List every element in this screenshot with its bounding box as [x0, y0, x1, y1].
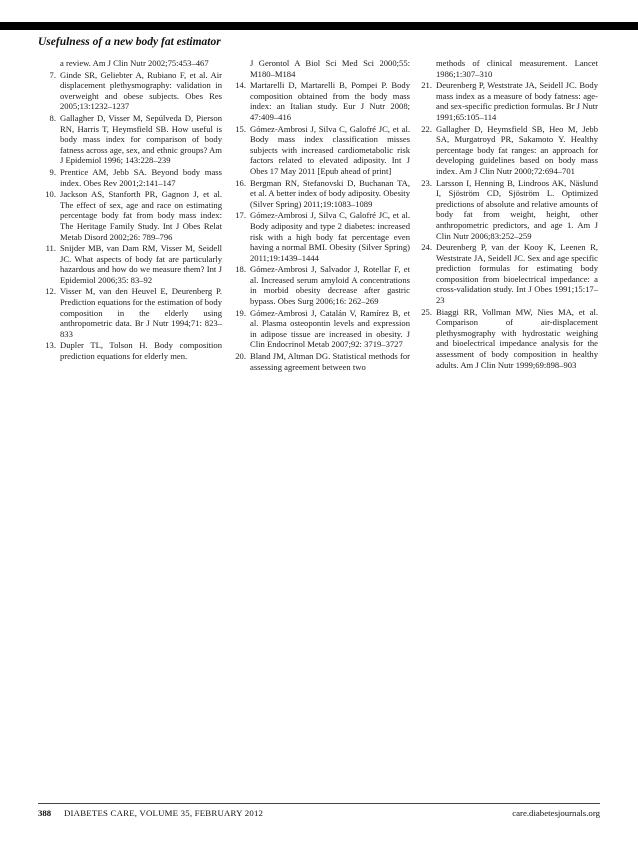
reference-number: 25.: [421, 306, 432, 317]
reference-number: 9.: [49, 166, 56, 177]
reference-number: 24.: [421, 242, 432, 253]
reference-entry: [416, 307, 598, 371]
reference-number: 23.: [421, 177, 432, 188]
reference-text: Biaggi RR, Vollman MW, Nies MA, et al. Comparison of air-displacement plethysmography with hydrostatic weighing and bioelectrical impedance analysis for the assessment of body composition in healthy adults. Am J Clin Nutr 1999;69:898–903: [436, 306, 598, 370]
reference-number: 19.: [235, 307, 246, 318]
reference-text: Gómez-Ambrosi J, Salvador J, Rotellar F, et al. Increased serum amyloid A concentrations in morbid obesity decrease after gastric bypass. Obes Surg 2006;16: 262–269: [250, 264, 410, 307]
reference-number: 7.: [49, 69, 56, 80]
reference-entry: [230, 124, 410, 177]
reference-text: Deurenberg P, Weststrate JA, Seidell JC. Body mass index as a measure of body fatness: age- and sex-specific prediction formulas. Br J Nutr 1991;65:105–114: [436, 80, 598, 122]
reference-entry: [416, 58, 598, 79]
journal-line: DIABETES CARE, VOLUME 35, FEBRUARY 2012: [64, 808, 264, 818]
reference-number: 14.: [235, 80, 246, 91]
reference-entry: [40, 189, 222, 242]
reference-entry: [230, 308, 410, 350]
reference-column-2: [230, 58, 410, 373]
reference-text: Gómez-Ambrosi J, Silva C, Galofré JC, et al. Body mass index classification misses subjects with increased cardiometabolic risk factors related to elevated adiposity. Int J Obes 17 May 2011 [Epub ahead of print]: [250, 123, 410, 176]
journal-website: care.diabetesjournals.org: [512, 808, 600, 818]
reference-text: Gómez-Ambrosi J, Catalán V, Ramírez B, et al. Plasma osteopontin levels and expression in adipose tissue are increased in obesity. J Clin Endocrinol Metab 2007;92: 3719–3727: [250, 307, 410, 350]
reference-text: Martarelli D, Martarelli B, Pompei P. Body composition obtained from the body mass index: an Italian study. Eur J Nutr 2008; 47:409–416: [250, 80, 410, 122]
reference-entry: [416, 242, 598, 306]
reference-entry: [230, 264, 410, 306]
reference-column-3: [416, 58, 598, 371]
reference-number: 12.: [45, 286, 56, 297]
reference-number: 13.: [45, 340, 56, 351]
reference-text: J Gerontol A Biol Sci Med Sci 2000;55: M180–M184: [250, 58, 410, 79]
reference-entry: [40, 58, 222, 69]
reference-number: 8.: [49, 112, 56, 123]
reference-entry: [230, 58, 410, 79]
running-title: Usefulness of a new body fat estimator: [38, 36, 221, 48]
reference-entry: [40, 70, 222, 112]
reference-text: Prentice AM, Jebb SA. Beyond body mass index. Obes Rev 2001;2:141–147: [60, 166, 222, 188]
reference-number: 17.: [235, 210, 246, 221]
reference-text: Gómez-Ambrosi J, Silva C, Galofré JC, et al. Body adiposity and type 2 diabetes: increased risk with a high body fat percentage even having a normal BMI. Obesity (Silver Spring) 2011;19:1439–1444: [250, 210, 410, 263]
reference-text: Larsson I, Henning B, Lindroos AK, Näslund I, Sjöström CD, Sjöström L. Optimized predictions of absolute and relative amounts of body fat from weight, height, other anthropometric predictors, and age 1. Am J Clin Nutr 2006;83:252–259: [436, 177, 598, 241]
reference-entry: [40, 340, 222, 361]
reference-entry: [416, 80, 598, 122]
reference-entry: [40, 243, 222, 285]
reference-entry: [40, 113, 222, 166]
reference-text: Gallagher D, Visser M, Sepúlveda D, Pierson RN, Harris T, Heymsfield SB. How useful is body mass index for comparison of body fatness across age, sex, and ethnic groups? Am J Epidemiol 1996; 143:228–239: [60, 112, 222, 166]
reference-number: 11.: [45, 243, 56, 254]
reference-number: 20.: [235, 351, 246, 362]
page-number: 388: [38, 808, 52, 818]
reference-text: Dupler TL, Tolson H. Body composition prediction equations for elderly men.: [60, 340, 222, 362]
reference-entry: [416, 124, 598, 177]
reference-text: Visser M, van den Heuvel E, Deurenberg P. Prediction equations for the estimation of body composition in the elderly using anthropometric data. Br J Nutr 1994;71: 823–833: [60, 286, 222, 339]
reference-column-1: [40, 58, 222, 363]
reference-number: 16.: [235, 177, 246, 188]
header-bar: [0, 22, 638, 30]
reference-number: 15.: [235, 123, 246, 134]
reference-entry: [40, 167, 222, 188]
reference-text: Jackson AS, Stanforth PR, Gagnon J, et al. The effect of sex, age and race on estimating percentage body fat from body mass index: The Heritage Family Study. Int J Obes Relat Metab Disord 2002;26: 789–796: [60, 189, 222, 242]
reference-text: Snijder MB, van Dam RM, Visser M, Seidell JC. What aspects of body fat are particularly hazardous and how do we measure them? Int J Epidemiol 2006;35: 83–92: [60, 243, 222, 285]
reference-number: 21.: [421, 80, 432, 91]
reference-entry: [230, 351, 410, 372]
reference-text: Bergman RN, Stefanovski D, Buchanan TA, et al. A better index of body adiposity. Obesity (Silver Spring) 2011;19:1083–1089: [250, 177, 410, 209]
reference-text: Gallagher D, Heymsfield SB, Heo M, Jebb SA, Murgatroyd PR, Sakamoto Y. Healthy percentage body fat ranges: an approach for developing guidelines based on body mass index. Am J Clin Nutr 2000;72:694–701: [436, 123, 598, 176]
reference-text: Deurenberg P, van der Kooy K, Leenen R, Weststrate JA, Seidell JC. Sex and age specific prediction formulas for estimating body composition from bioelectrical impedance: a cross-validation study. Int J Obes 1991;15:17–23: [436, 242, 598, 306]
reference-text: a review. Am J Clin Nutr 2002;75:453–467: [60, 58, 209, 68]
reference-entry: [230, 178, 410, 210]
reference-text: Ginde SR, Geliebter A, Rubiano F, et al. Air displacement plethysmography: validation in overweight and obese subjects. Obes Res 2005;13:1232–1237: [60, 69, 222, 112]
reference-entry: [416, 178, 598, 242]
reference-text: methods of clinical measurement. Lancet 1986;1:307–310: [436, 58, 598, 79]
reference-number: 10.: [45, 189, 56, 200]
footer-rule: [38, 803, 600, 804]
reference-entry: [230, 80, 410, 122]
reference-entry: [230, 210, 410, 263]
reference-entry: [40, 286, 222, 339]
reference-number: 22.: [421, 123, 432, 134]
reference-number: 18.: [235, 264, 246, 275]
reference-text: Bland JM, Altman DG. Statistical methods for assessing agreement between two: [250, 351, 410, 372]
